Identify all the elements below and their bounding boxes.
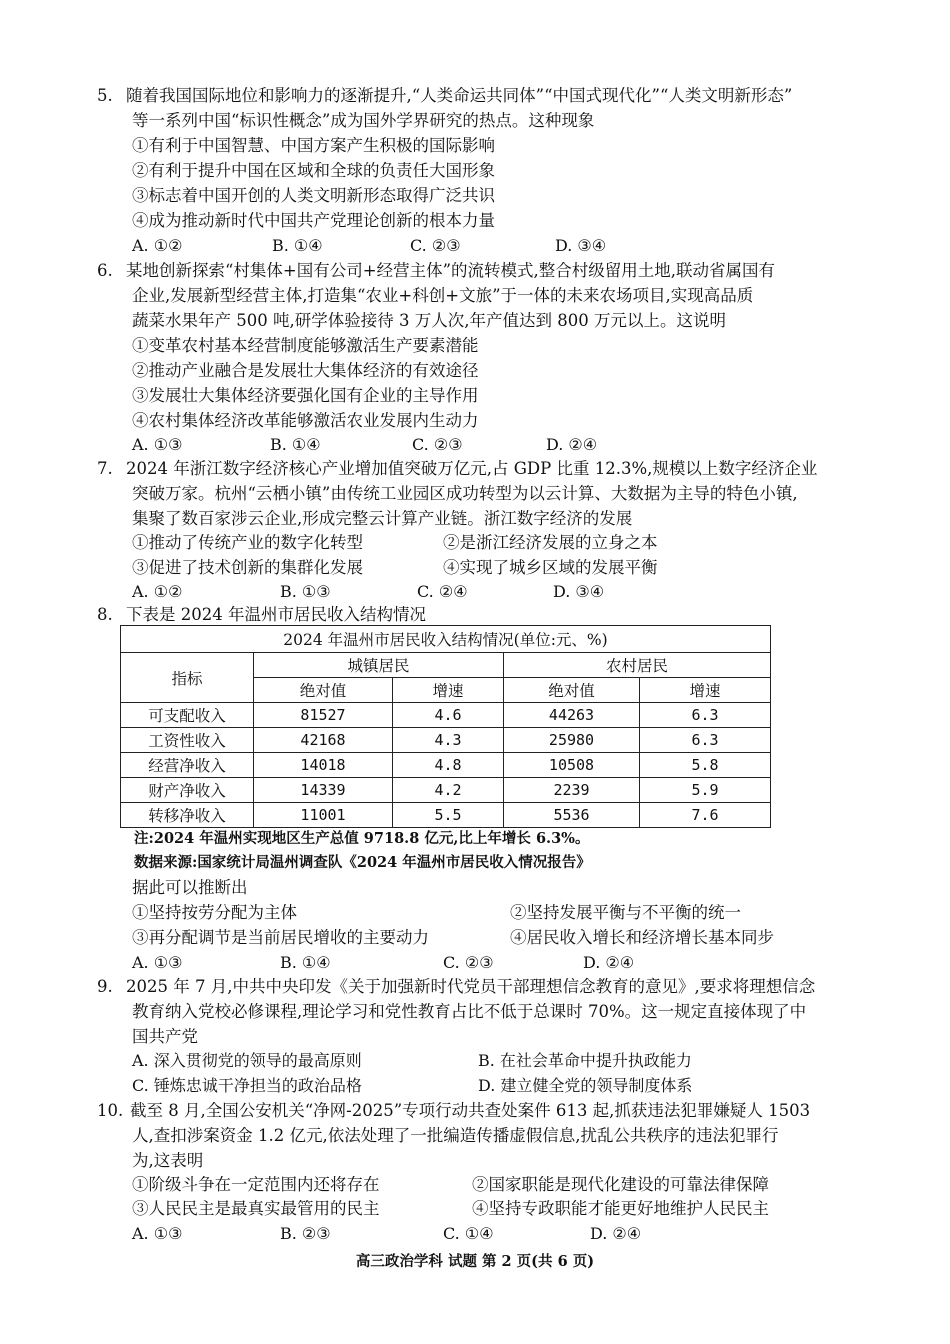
page-footer: 高三政治学科 试题 第 2 页(共 6 页) — [355, 1253, 595, 1270]
row-label: 工资性收入 — [121, 728, 254, 753]
q6-stem-line1: 某地创新探索“村集体+国有公司+经营主体”的流转模式,整合村级留用土地,联动省属国有 — [126, 261, 776, 280]
q9-stem-line3: 国共产党 — [132, 1027, 198, 1046]
cell-urban-growth: 4.2 — [393, 778, 504, 803]
row-label: 经营净收入 — [121, 753, 254, 778]
q6-item-2: ②推动产业融合是发展壮大集体经济的有效途径 — [132, 361, 479, 380]
cell-rural-abs: 44263 — [504, 703, 640, 728]
q6-option-c[interactable]: C. ②③ — [412, 435, 463, 454]
header-urban-abs: 绝对值 — [254, 678, 393, 703]
q10-option-a[interactable]: A. ①③ — [132, 1224, 183, 1243]
q10-item-1: ①阶级斗争在一定范围内还将存在 — [132, 1175, 380, 1194]
header-urban: 城镇居民 — [254, 653, 504, 678]
q9-number: 9. — [97, 977, 113, 996]
cell-urban-abs: 14018 — [254, 753, 393, 778]
q6-item-4: ④农村集体经济改革能够激活农业发展内生动力 — [132, 411, 479, 430]
q6-option-d[interactable]: D. ②④ — [546, 435, 598, 454]
cell-rural-growth: 5.9 — [640, 778, 771, 803]
q9-option-c[interactable]: C. 锤炼忠诚干净担当的政治品格 — [132, 1076, 362, 1095]
q8-item-2: ②坚持发展平衡与不平衡的统一 — [510, 903, 741, 922]
table-row — [121, 728, 771, 753]
header-rural-growth: 增速 — [640, 678, 771, 703]
row-label: 可支配收入 — [121, 703, 254, 728]
q5-item-4: ④成为推动新时代中国共产党理论创新的根本力量 — [132, 211, 495, 230]
q10-number: 10. — [97, 1101, 124, 1120]
q7-stem-line1: 2024 年浙江数字经济核心产业增加值突破万亿元,占 GDP 比重 12.3%,规模以上数字经济企业 — [126, 459, 818, 478]
q7-stem-line2: 突破万家。杭州“云栖小镇”由传统工业园区成功转型为以云计算、大数据为主导的特色小镇, — [132, 484, 798, 503]
q5-number: 5. — [97, 86, 113, 105]
table-source: 数据来源:国家统计局温州调查队《2024 年温州市居民收入情况报告》 — [134, 854, 591, 871]
cell-rural-growth: 7.6 — [640, 803, 771, 828]
q10-item-4: ④坚持专政职能才能更好地维护人民民主 — [472, 1199, 769, 1218]
cell-urban-abs: 42168 — [254, 728, 393, 753]
q10-stem-line3: 为,这表明 — [132, 1151, 204, 1170]
cell-urban-abs: 14339 — [254, 778, 393, 803]
header-urban-growth: 增速 — [393, 678, 504, 703]
q9-option-a[interactable]: A. 深入贯彻党的领导的最高原则 — [132, 1051, 362, 1070]
table-row — [121, 703, 771, 728]
q6-item-1: ①变革农村基本经营制度能够激活生产要素潜能 — [132, 336, 479, 355]
q9-stem-line1: 2025 年 7 月,中共中央印发《关于加强新时代党员干部理想信念教育的意见》,要求将理想信念 — [126, 977, 816, 996]
q7-item-4: ④实现了城乡区域的发展平衡 — [443, 558, 658, 577]
cell-rural-growth: 6.3 — [640, 703, 771, 728]
q8-option-a[interactable]: A. ①③ — [132, 953, 183, 972]
q7-item-3: ③促进了技术创新的集群化发展 — [132, 558, 363, 577]
q6-item-3: ③发展壮大集体经济要强化国有企业的主导作用 — [132, 386, 479, 405]
q10-option-d[interactable]: D. ②④ — [590, 1224, 642, 1243]
cell-urban-abs: 81527 — [254, 703, 393, 728]
q8-option-c[interactable]: C. ②③ — [443, 953, 494, 972]
q10-item-2: ②国家职能是现代化建设的可靠法律保障 — [472, 1175, 769, 1194]
q5-option-a[interactable]: A. ①② — [132, 236, 183, 255]
cell-urban-growth: 4.3 — [393, 728, 504, 753]
q7-option-c[interactable]: C. ②④ — [417, 582, 468, 601]
table-note: 注:2024 年温州实现地区生产总值 9718.8 亿元,比上年增长 6.3%。 — [134, 830, 590, 847]
cell-rural-abs: 25980 — [504, 728, 640, 753]
cell-rural-growth: 5.8 — [640, 753, 771, 778]
q5-stem-line1: 随着我国国际地位和影响力的逐渐提升,“人类命运共同体”“中国式现代化”“人类文明新形态” — [126, 86, 793, 105]
q8-stem-line1: 下表是 2024 年温州市居民收入结构情况 — [126, 605, 426, 624]
q7-option-d[interactable]: D. ③④ — [553, 582, 605, 601]
q7-item-2: ②是浙江经济发展的立身之本 — [443, 533, 658, 552]
q6-option-a[interactable]: A. ①③ — [132, 435, 183, 454]
income-structure-table — [120, 625, 771, 828]
q8-option-b[interactable]: B. ①④ — [280, 953, 331, 972]
q5-item-2: ②有利于提升中国在区域和全球的负责任大国形象 — [132, 161, 495, 180]
q6-stem-line3: 蔬菜水果年产 500 吨,研学体验接待 3 万人次,年产值达到 800 万元以上。这说明 — [132, 311, 726, 330]
q9-option-b[interactable]: B. 在社会革命中提升执政能力 — [478, 1051, 692, 1070]
q10-item-3: ③人民民主是最真实最管用的民主 — [132, 1199, 380, 1218]
q7-number: 7. — [97, 459, 113, 478]
q5-item-1: ①有利于中国智慧、中国方案产生积极的国际影响 — [132, 136, 495, 155]
q8-stem-line2: 据此可以推断出 — [132, 878, 248, 897]
table-row — [121, 803, 771, 828]
table-row — [121, 753, 771, 778]
q7-option-a[interactable]: A. ①② — [132, 582, 183, 601]
q10-option-b[interactable]: B. ②③ — [280, 1224, 331, 1243]
row-label: 转移净收入 — [121, 803, 254, 828]
header-rural: 农村居民 — [504, 653, 771, 678]
header-rural-abs: 绝对值 — [504, 678, 640, 703]
row-label: 财产净收入 — [121, 778, 254, 803]
q5-option-c[interactable]: C. ②③ — [410, 236, 461, 255]
table-caption: 2024 年温州市居民收入结构情况(单位:元、%) — [121, 626, 771, 653]
q7-stem-line3: 集聚了数百家涉云企业,形成完整云计算产业链。浙江数字经济的发展 — [132, 509, 633, 528]
q6-number: 6. — [97, 261, 113, 280]
q5-option-d[interactable]: D. ③④ — [555, 236, 607, 255]
header-indicator: 指标 — [121, 653, 254, 703]
q10-option-c[interactable]: C. ①④ — [443, 1224, 494, 1243]
cell-urban-growth: 4.6 — [393, 703, 504, 728]
q8-item-4: ④居民收入增长和经济增长基本同步 — [510, 928, 774, 947]
q8-number: 8. — [97, 605, 113, 624]
q7-option-b[interactable]: B. ①③ — [280, 582, 331, 601]
q8-option-d[interactable]: D. ②④ — [583, 953, 635, 972]
q6-option-b[interactable]: B. ①④ — [270, 435, 321, 454]
cell-urban-abs: 11001 — [254, 803, 393, 828]
q5-option-b[interactable]: B. ①④ — [272, 236, 323, 255]
cell-rural-abs: 2239 — [504, 778, 640, 803]
cell-rural-growth: 6.3 — [640, 728, 771, 753]
q10-stem-line2: 人,查扣涉案资金 1.2 亿元,依法处理了一批编造传播虚假信息,扰乱公共秩序的违法犯罪行 — [132, 1126, 779, 1145]
cell-urban-growth: 4.8 — [393, 753, 504, 778]
q6-stem-line2: 企业,发展新型经营主体,打造集“农业+科创+文旅”于一体的未来农场项目,实现高品质 — [132, 286, 754, 305]
table-row — [121, 778, 771, 803]
q8-item-3: ③再分配调节是当前居民增收的主要动力 — [132, 928, 429, 947]
q8-item-1: ①坚持按劳分配为主体 — [132, 903, 297, 922]
q5-stem-line2: 等一系列中国“标识性概念”成为国外学界研究的热点。这种现象 — [132, 111, 595, 130]
q9-stem-line2: 教育纳入党校必修课程,理论学习和党性教育占比不低于总课时 70%。这一规定直接体现了中 — [132, 1002, 807, 1021]
cell-rural-abs: 5536 — [504, 803, 640, 828]
q5-item-3: ③标志着中国开创的人类文明新形态取得广泛共识 — [132, 186, 495, 205]
q7-item-1: ①推动了传统产业的数字化转型 — [132, 533, 363, 552]
cell-rural-abs: 10508 — [504, 753, 640, 778]
cell-urban-growth: 5.5 — [393, 803, 504, 828]
q9-option-d[interactable]: D. 建立健全党的领导制度体系 — [478, 1076, 693, 1095]
q10-stem-line1: 截至 8 月,全国公安机关“净网-2025”专项行动共查处案件 613 起,抓获违法犯罪嫌疑人 1503 — [130, 1101, 811, 1120]
